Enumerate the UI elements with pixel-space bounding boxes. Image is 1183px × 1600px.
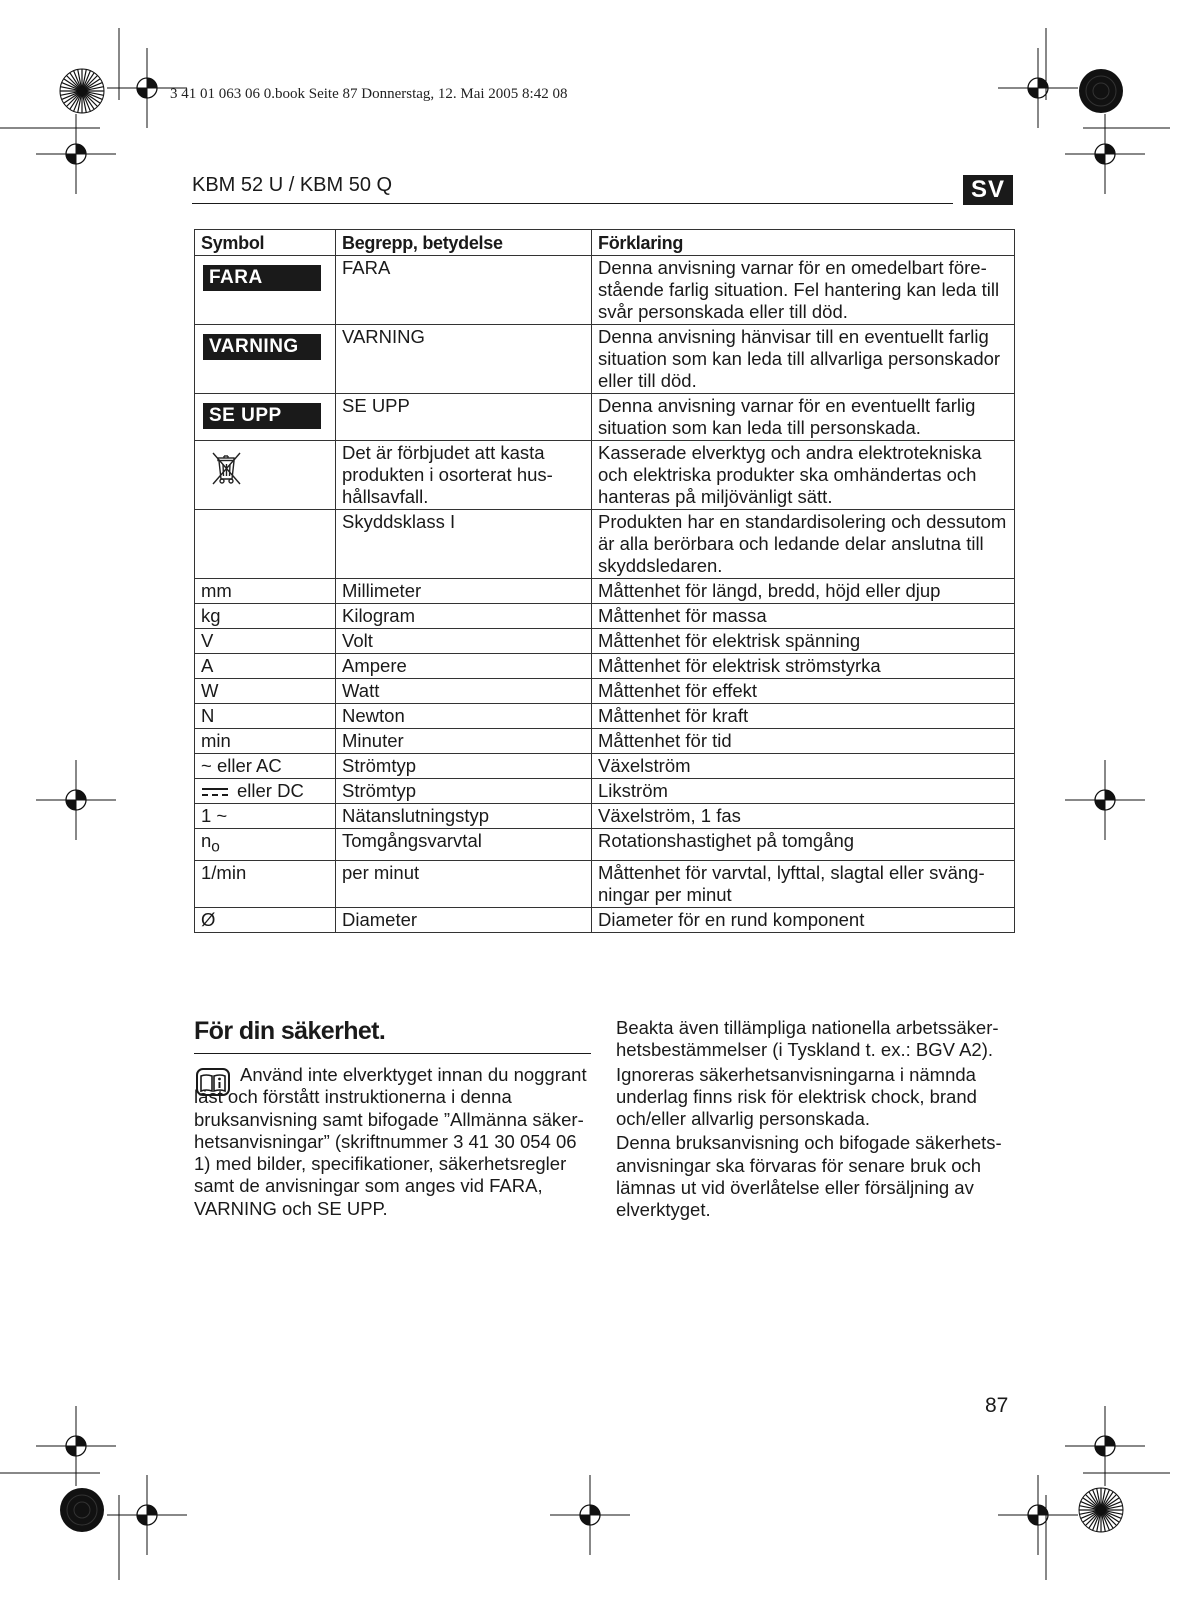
explanation-cell: Produkten har en standardisolering och dessutom är alla berörbara och ledande delar anslutna till skyddsledaren.	[592, 510, 1015, 579]
symbol-cell: A	[195, 654, 336, 679]
section-rule	[194, 1053, 591, 1054]
paragraph: Ignoreras säkerhetsanvisningarna i nämnda underlag finns risk för elektrisk chock, brand och/eller allvarlig personskada.	[616, 1063, 977, 1130]
table-row	[195, 779, 1015, 804]
table-row	[195, 604, 1015, 629]
danger-signal-word: FARA	[203, 265, 321, 291]
table-row	[195, 256, 1015, 325]
symbol-text: n	[201, 830, 212, 851]
explanation-cell: Kasserade elverktyg och andra elektrotekniska och elektriska produkter ska omhändertas och hanteras på miljövänligt sätt.	[592, 441, 1015, 510]
table-row	[195, 629, 1015, 654]
right-column	[616, 1017, 1016, 1224]
table-row	[195, 394, 1015, 441]
symbol-cell	[195, 510, 336, 579]
table-row	[195, 804, 1015, 829]
explanation-cell: Måttenhet för elektrisk strömstyrka	[592, 654, 1015, 679]
crossed-out-wheelie-bin-icon	[205, 446, 249, 490]
term-cell: Nätanslutningstyp	[336, 804, 592, 829]
term-cell: SE UPP	[336, 394, 592, 441]
table-row	[195, 679, 1015, 704]
explanation-cell: Måttenhet för längd, bredd, höjd eller djup	[592, 579, 1015, 604]
symbol-cell: min	[195, 729, 336, 754]
explanation-cell: Denna anvisning varnar för en eventuellt farlig situation som kan leda till personskada.	[592, 394, 1015, 441]
term-cell: Tomgångsvarvtal	[336, 829, 592, 861]
symbol-cell: ~ eller AC	[195, 754, 336, 779]
symbol-cell: V	[195, 629, 336, 654]
symbol-cell: mm	[195, 579, 336, 604]
symbol-cell	[195, 256, 336, 325]
explanation-cell: Växelström	[592, 754, 1015, 779]
table-row	[195, 704, 1015, 729]
explanation-cell: Diameter för en rund komponent	[592, 907, 1015, 932]
explanation-cell: Måttenhet för tid	[592, 729, 1015, 754]
explanation-cell: Måttenhet för kraft	[592, 704, 1015, 729]
term-cell: Strömtyp	[336, 779, 592, 804]
term-cell: Watt	[336, 679, 592, 704]
table-row	[195, 654, 1015, 679]
table-row	[195, 829, 1015, 861]
symbol-cell	[195, 829, 336, 861]
symbol-cell	[195, 325, 336, 394]
explanation-cell: Likström	[592, 779, 1015, 804]
term-cell: Kilogram	[336, 604, 592, 629]
column-header-explanation: Förklaring	[592, 230, 1015, 256]
explanation-cell: Måttenhet för massa	[592, 604, 1015, 629]
intro-paragraph	[194, 1064, 594, 1220]
table-row	[195, 729, 1015, 754]
symbol-subscript: o	[211, 838, 220, 856]
column-header-symbol: Symbol	[195, 230, 336, 256]
explanation-cell: Måttenhet för varvtal, lyfttal, slagtal eller svängningar per minut	[592, 860, 1015, 907]
caution-signal-word: SE UPP	[203, 403, 321, 429]
table-row	[195, 860, 1015, 907]
symbol-cell: 1/min	[195, 860, 336, 907]
term-cell: Millimeter	[336, 579, 592, 604]
term-cell: Ampere	[336, 654, 592, 679]
symbol-cell	[195, 779, 336, 804]
term-cell: VARNING	[336, 325, 592, 394]
term-cell: Strömtyp	[336, 754, 592, 779]
explanation-cell: Denna anvisning varnar för en omedelbart förestående farlig situation. Fel hantering kan leda till svår personskada eller till död.	[592, 256, 1015, 325]
table-row	[195, 579, 1015, 604]
symbol-cell: 1 ~	[195, 804, 336, 829]
term-cell: Newton	[336, 704, 592, 729]
term-cell: Diameter	[336, 907, 592, 932]
direct-current-icon	[201, 787, 229, 797]
page-number: 87	[985, 1394, 1009, 1417]
explanation-cell: Måttenhet för elektrisk spänning	[592, 629, 1015, 654]
term-cell: Volt	[336, 629, 592, 654]
column-header-term: Begrepp, betydelse	[336, 230, 592, 256]
paragraph: Beakta även tillämpliga nationella arbetssäkerhetsbestämmelser (i Tyskland t. ex.: BGV A2).	[616, 1017, 999, 1061]
symbol-cell: Ø	[195, 907, 336, 932]
term-cell: Det är förbjudet att kasta produkten i osorterat hushållsavfall.	[336, 441, 592, 510]
symbols-table	[194, 229, 1015, 933]
intro-text: Använd inte elverktyget innan du noggrant läst och förstått instruktionerna i denna bruksanvisning samt bifogade ”Allmänna säkerhetsanvisningar” (skriftnummer 3 41 30 054 06 1) med bilder, specifikationer, säkerhetsregler samt de anvisningar som anges vid FARA, VARNING och SE UPP.	[194, 1064, 587, 1219]
table-row	[195, 907, 1015, 932]
symbol-text: eller DC	[237, 780, 304, 801]
table-row	[195, 510, 1015, 579]
explanation-cell: Denna anvisning hänvisar till en eventuellt farlig situation som kan leda till allvarliga personskador eller till död.	[592, 325, 1015, 394]
symbol-cell: W	[195, 679, 336, 704]
explanation-cell: Rotationshastighet på tomgång	[592, 829, 1015, 861]
page-title: KBM 52 U / KBM 50 Q	[192, 174, 393, 196]
symbol-cell: kg	[195, 604, 336, 629]
section-title: För din säkerhet.	[194, 1017, 386, 1045]
table-row	[195, 441, 1015, 510]
symbol-cell	[195, 394, 336, 441]
table-row	[195, 325, 1015, 394]
header-rule	[192, 203, 953, 204]
symbol-cell	[195, 441, 336, 510]
explanation-cell: Måttenhet för effekt	[592, 679, 1015, 704]
language-badge: SV	[963, 175, 1013, 205]
symbol-cell: N	[195, 704, 336, 729]
paragraph: Denna bruksanvisning och bifogade säkerhetsanvisningar ska förvaras för senare bruk och lämnas ut vid överlåtelse eller försäljning av elverktyget.	[616, 1132, 1002, 1221]
table-header-row	[195, 230, 1015, 256]
term-cell: per minut	[336, 860, 592, 907]
term-cell: FARA	[336, 256, 592, 325]
print-header: 3 41 01 063 06 0.book Seite 87 Donnerstag, 12. Mai 2005 8:42 08	[170, 86, 568, 102]
term-cell: Skyddsklass I	[336, 510, 592, 579]
table-row	[195, 754, 1015, 779]
term-cell: Minuter	[336, 729, 592, 754]
explanation-cell: Växelström, 1 fas	[592, 804, 1015, 829]
warning-signal-word: VARNING	[203, 334, 321, 360]
